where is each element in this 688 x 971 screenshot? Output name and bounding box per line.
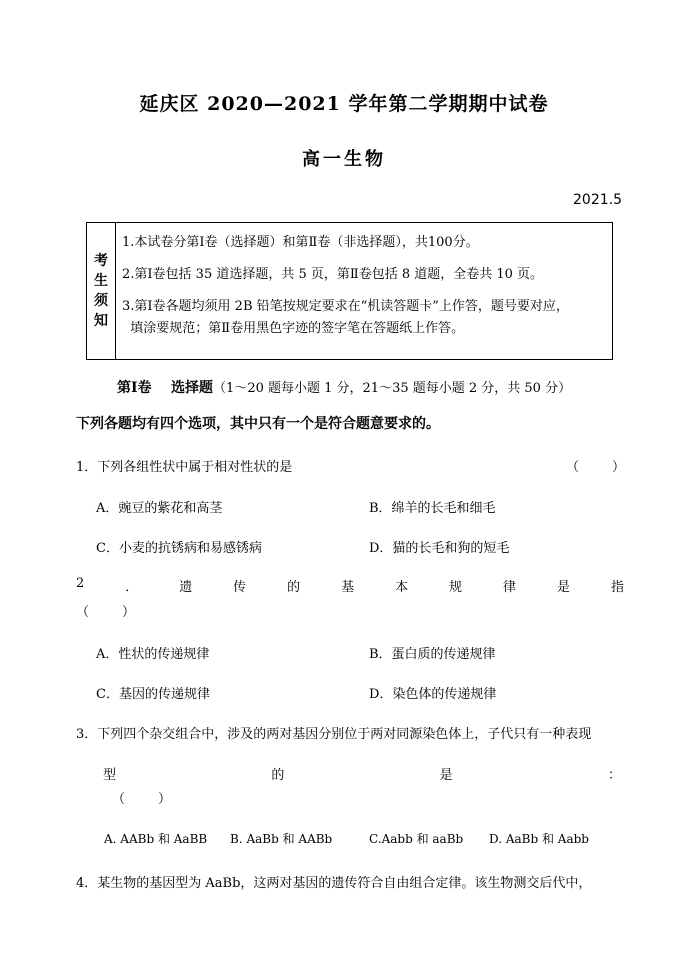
notice-label-char: 考 (94, 253, 108, 269)
exam-title: 延庆区 2020—2021 学年第二学期期中试卷 (139, 93, 549, 115)
exam-subtitle: 高一生物 (302, 149, 386, 170)
question-3-stem: 3．下列四个杂交组合中，涉及的两对基因分别位于两对同源染色体上，子代只有一种表现 (76, 727, 592, 742)
option-a: A．性状的传递规律 (96, 647, 210, 662)
stem-char: 指 (610, 580, 624, 595)
stem-char: ： (607, 768, 621, 783)
candidate-notice-box (86, 222, 613, 360)
stem-char: ． (125, 580, 139, 595)
option-b: B. AaBb 和 AABb (230, 832, 333, 846)
notice-label-char: 生 (94, 273, 108, 289)
stem-char: 是 (556, 580, 570, 595)
stem-char: 的 (287, 580, 301, 595)
notice-line: 填涂要规范；第Ⅱ卷用黑色字迹的签字笔在答题纸上作答。 (122, 321, 465, 336)
option-a: A. AABb 和 AaBB (104, 832, 208, 846)
option-b: B．绵羊的长毛和细毛 (369, 501, 496, 516)
stem-char: 律 (503, 580, 517, 595)
stem-char: 是 (439, 768, 453, 783)
option-d: D．猫的长毛和狗的短毛 (369, 541, 510, 556)
option-c: C.Aabb 和 aaBb (369, 832, 464, 846)
stem-char: 2 (76, 576, 85, 591)
question-2-stem (76, 576, 624, 595)
option-c: C．基因的传递规律 (96, 687, 210, 702)
stem-char: 遗 (179, 580, 193, 595)
notice-label-char: 知 (94, 313, 108, 329)
notice-label (87, 223, 116, 359)
option-a: A．豌豆的紫花和高茎 (96, 501, 223, 516)
section-note: （1～20 题每小题 1 分，21～35 题每小题 2 分，共 50 分） (213, 381, 572, 396)
answer-paren: （ ） (112, 792, 172, 807)
option-c: C．小麦的抗锈病和易感锈病 (96, 541, 262, 556)
stem-char: 本 (395, 580, 409, 595)
stem-char: 的 (271, 768, 285, 783)
stem-char: 传 (233, 580, 247, 595)
notice-label-char: 须 (94, 293, 108, 309)
stem-char: 基 (341, 580, 355, 595)
question-4-stem: 4．某生物的基因型为 AaBb，这两对基因的遗传符合自由组合定律。该生物测交后代中， (76, 876, 592, 891)
notice-line: 3.第Ⅰ卷各题均须用 2B 铅笔按规定要求在“机读答题卡”上作答，题号要对应， (122, 299, 569, 314)
section-name: 第Ⅰ卷 选择题 (117, 380, 214, 396)
notice-line: 2.第Ⅰ卷包括 35 道选择题，共 5 页，第Ⅱ卷包括 8 道题，全卷共 10 页。 (122, 267, 544, 282)
notice-body (116, 223, 612, 359)
section-heading (117, 377, 571, 397)
stem-char: 规 (449, 580, 463, 595)
exam-date: 2021.5 (573, 192, 622, 208)
answer-paren: （ ） (566, 460, 626, 475)
notice-line-group (122, 296, 606, 340)
option-d: D. AaBb 和 Aabb (489, 832, 589, 846)
option-b: B．蛋白质的传递规律 (369, 647, 496, 662)
question-3-stem-cont (103, 764, 621, 783)
instruction-text: 下列各题均有四个选项，其中只有一个是符合题意要求的。 (76, 416, 440, 432)
notice-line: 1.本试卷分第Ⅰ卷（选择题）和第Ⅱ卷（非选择题），共100分。 (122, 235, 479, 250)
question-1-stem: 1．下列各组性状中属于相对性状的是 (76, 460, 293, 475)
option-d: D．染色体的传递规律 (369, 687, 497, 702)
answer-paren: （ ） (76, 605, 136, 620)
stem-char: 型 (103, 768, 117, 783)
